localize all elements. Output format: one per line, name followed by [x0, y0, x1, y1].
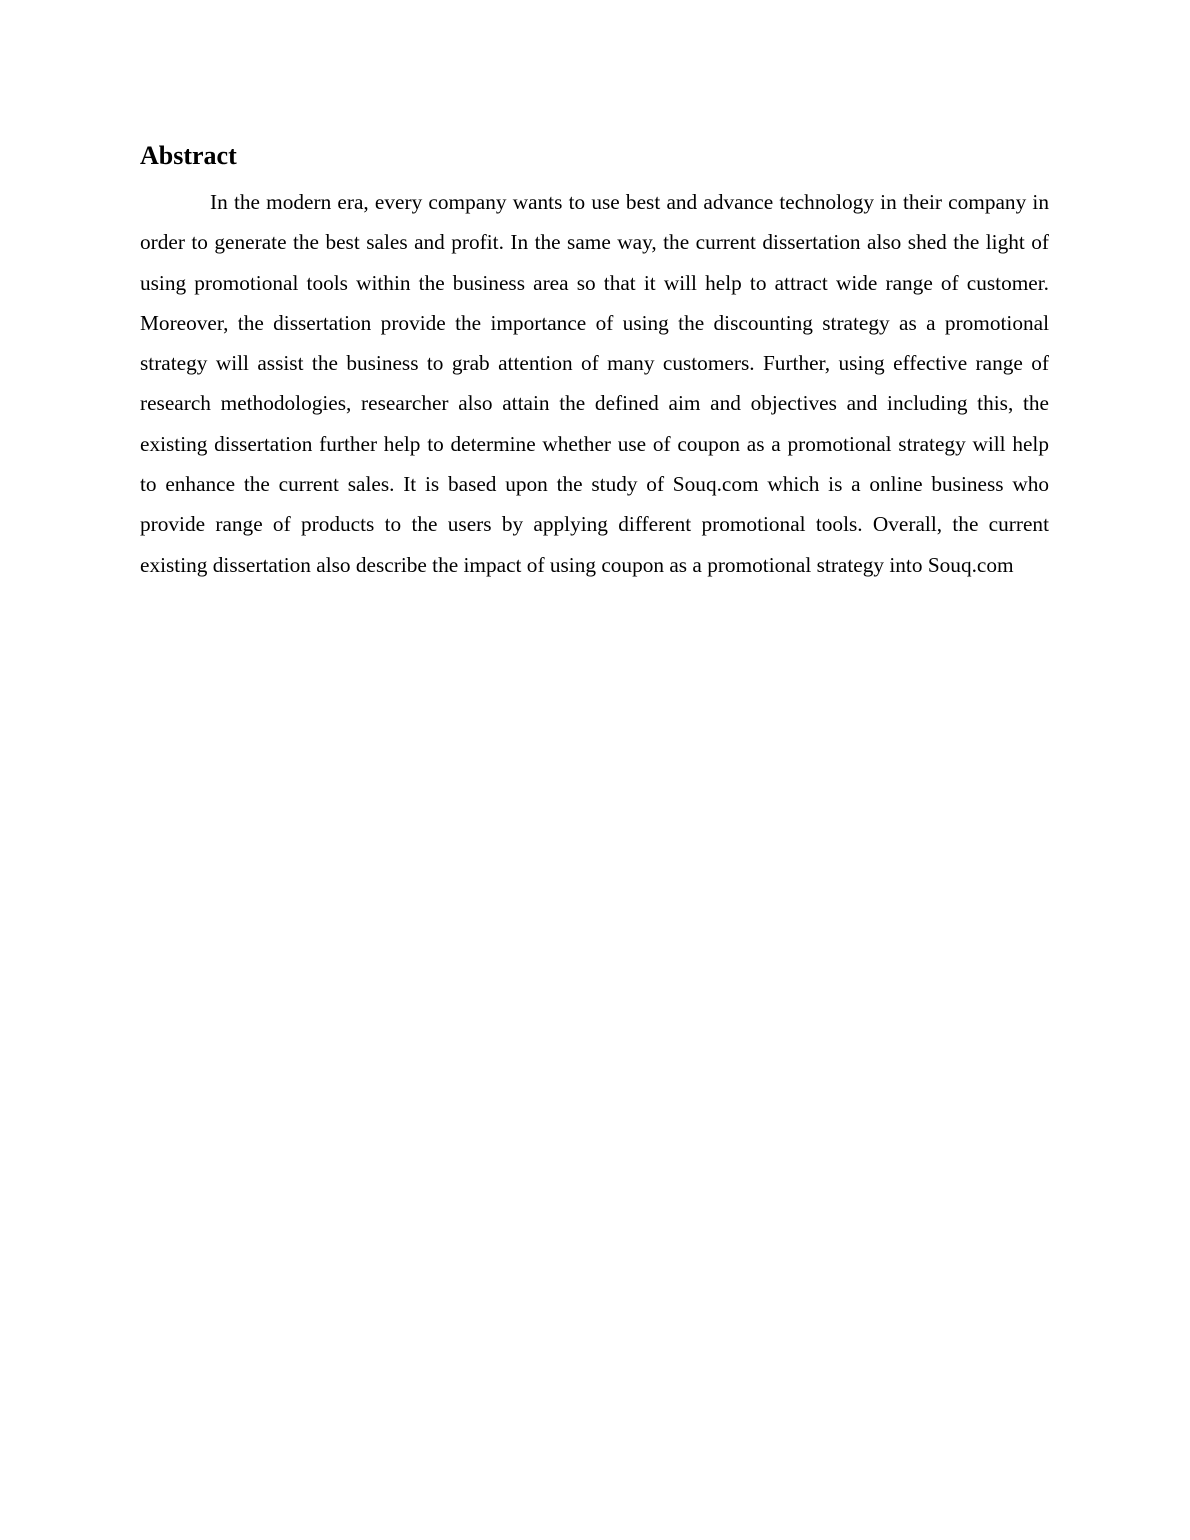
page-content	[140, 138, 1049, 585]
abstract-heading: Abstract	[140, 141, 237, 170]
abstract-paragraph: In the modern era, every company wants to use best and advance technology in their company in order to generate the best sales and profit. In the same way, the current dissertation also shed the light of using promotional tools within the business area so that it will help to attract wide range of customer. Moreover, the dissertation provide the importance of using the discounting strategy as a promotional strategy will assist the business to grab attention of many customers. Further, using effective range of research methodologies, researcher also attain the defined aim and objectives and including this, the existing dissertation further help to determine whether use of coupon as a promotional strategy will help to enhance the current sales. It is based upon the study of Souq.com which is a online business who provide range of products to the users by applying different promotional tools. Overall, the current existing dissertation also describe the impact of using coupon as a promotional strategy into Souq.com	[140, 190, 1049, 577]
